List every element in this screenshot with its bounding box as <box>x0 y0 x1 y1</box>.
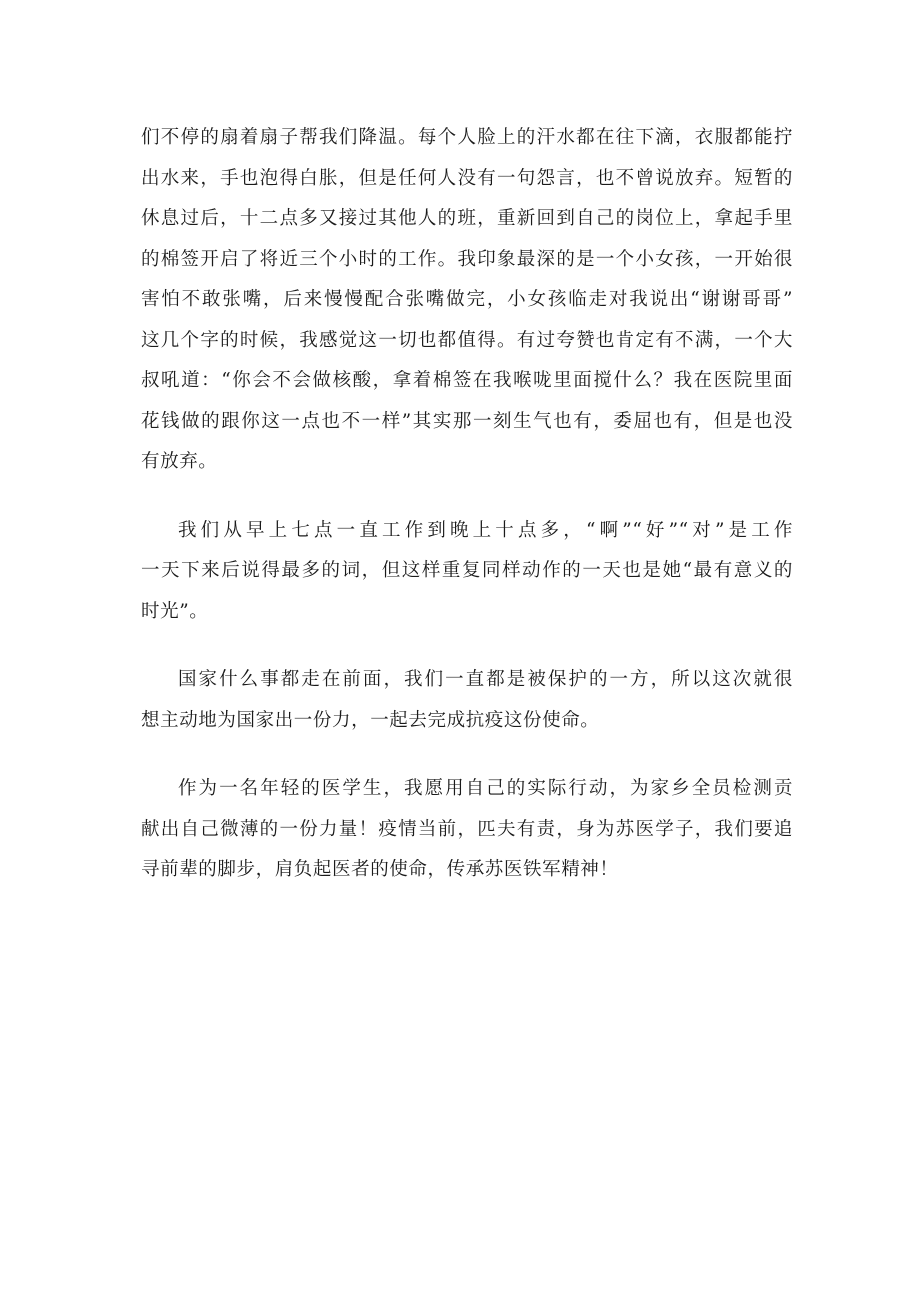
paragraph-4 <box>141 769 793 891</box>
text-line: 花钱做的跟你这一点也不一样”其实那一刻生气也有，委屈也有，但是也没 <box>141 410 793 432</box>
text-line: 们不停的扇着扇子帮我们降温。每个人脸上的汗水都在往下滴，衣服都能拧 <box>141 127 793 148</box>
text-line: 一天下来后说得最多的词，但这样重复同样动作的一天也是她“最有意义的 <box>141 560 793 581</box>
paragraph-1 <box>141 118 793 483</box>
text-line: 时光”。 <box>141 600 209 622</box>
text-line: 的棉签开启了将近三个小时的工作。我印象最深的是一个小女孩，一开始很 <box>141 248 793 270</box>
text-line: 有放弃。 <box>141 451 218 472</box>
document-body <box>141 118 793 919</box>
text-line: 害怕不敢张嘴，后来慢慢配合张嘴做完，小女孩临走对我说出“谢谢哥哥” <box>141 289 793 310</box>
paragraph-3 <box>141 660 793 741</box>
text-line: 想主动地为国家出一份力，一起去完成抗疫这份使命。 <box>141 709 600 731</box>
text-line: 叔吼道：“你会不会做核酸，拿着棉签在我喉咙里面搅什么？我在医院里面 <box>141 370 793 391</box>
text-line: 作为一名年轻的医学生，我愿用自己的实际行动，为家乡全员检测贡 <box>178 778 793 799</box>
text-line: 寻前辈的脚步，肩负起医者的使命，传承苏医铁军精神！ <box>141 859 619 880</box>
paragraph-2 <box>141 511 793 633</box>
text-line: 休息过后，十二点多又接过其他人的班，重新回到自己的岗位上，拿起手里 <box>141 208 793 229</box>
text-line: 这几个字的时候，我感觉这一切也都值得。有过夸赞也肯定有不满，一个大 <box>141 329 793 351</box>
text-line: 我们从早上七点一直工作到晚上十点多，“啊”“好”“对”是工作 <box>178 519 793 541</box>
text-line: 国家什么事都走在前面，我们一直都是被保护的一方，所以这次就很 <box>178 669 793 690</box>
text-line: 献出自己微薄的一份力量！疫情当前，匹夫有责，身为苏医学子，我们要追 <box>141 818 793 840</box>
text-line: 出水来，手也泡得白胀，但是任何人没有一句怨言，也不曾说放弃。短暂的 <box>141 167 793 189</box>
